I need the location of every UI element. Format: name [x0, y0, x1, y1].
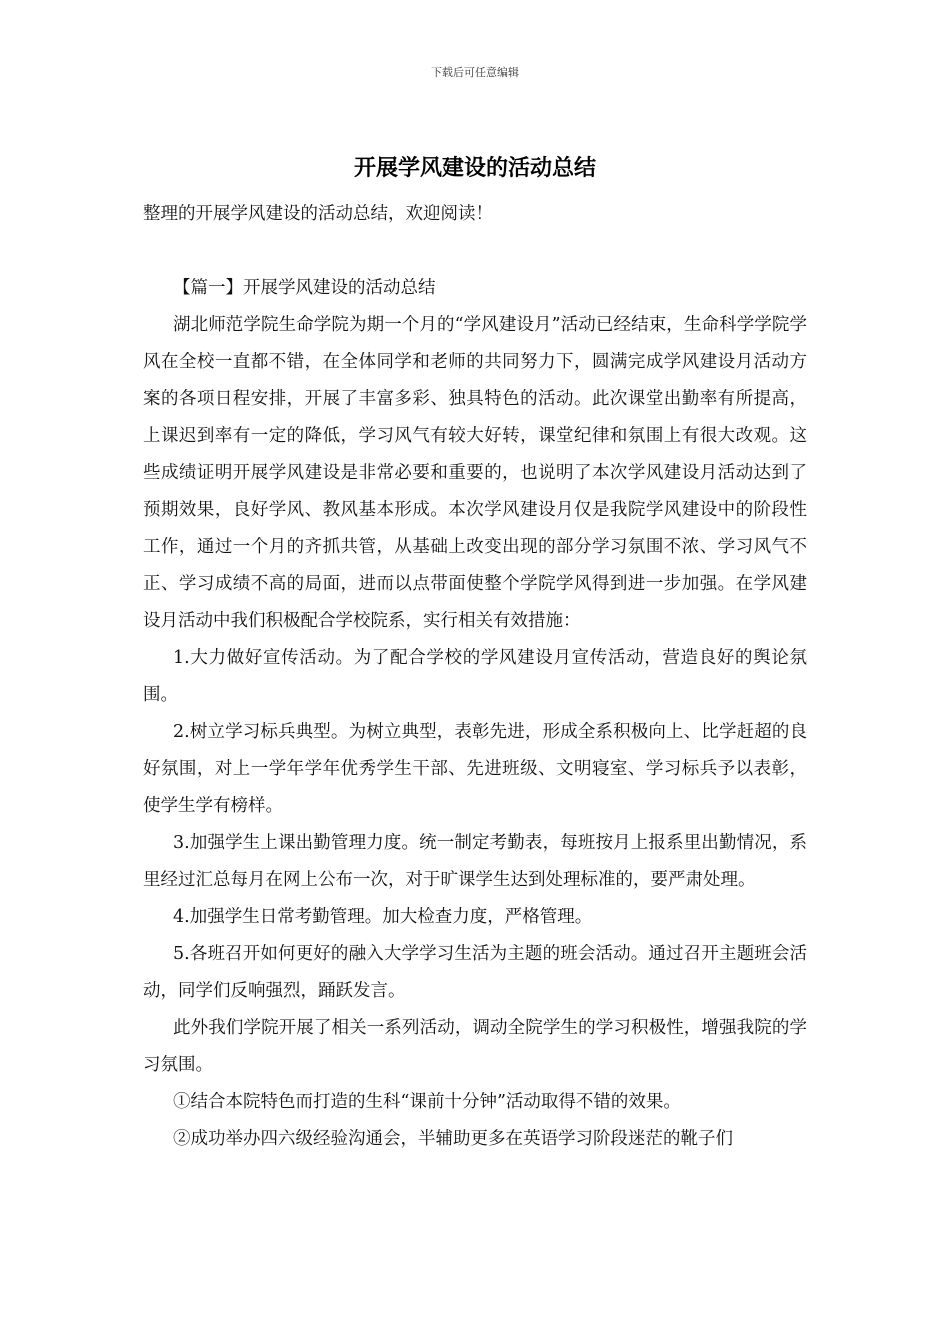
paragraph-circled-1: ①结合本院特色而打造的生科“课前十分钟”活动取得不错的效果。 [173, 1092, 681, 1112]
document-body [143, 196, 807, 1158]
intro-line: 整理的开展学风建设的活动总结，欢迎阅读！ [143, 204, 493, 224]
paragraph-main: 湖北师范学院生命学院为期一个月的“学风建设月”活动已经结束，生命科学学院学风在全校一直都不错，在全体同学和老师的共同努力下，圆满完成学风建设月活动方案的各项日程安排，开展了丰富多彩、独具特色的活动。此次课堂出勤率有所提高，上课迟到率有一定的降低，学习风气有较大好转，课堂纪律和氛围上有很大改观。这些成绩证明开展学风建设是非常必要和重要的，也说明了本次学风建设月活动达到了预期效果，良好学风、教风基本形成。本次学风建设月仅是我院学风建设中的阶段性工作，通过一个月的齐抓共管，从基础上改变出现的部分学习氛围不浓、学习风气不正、学习成绩不高的局面，进而以点带面使整个学院学风得到进一步加强。在学风建设月活动中我们积极配合学校院系，实行相关有效措施： [143, 315, 807, 631]
section-heading: 【篇一】开展学风建设的活动总结 [173, 278, 436, 298]
paragraph-item-3: 3.加强学生上课出勤管理力度。统一制定考勤表，每班按月上报系里出勤情况，系里经过汇总每月在网上公布一次，对于旷课学生达到处理标准的，要严肃处理。 [143, 833, 807, 890]
blank-line [143, 233, 807, 270]
paragraph-item-4: 4.加强学生日常考勤管理。加大检查力度，严格管理。 [173, 907, 593, 927]
paragraph-item-1: 1.大力做好宣传活动。为了配合学校的学风建设月宣传活动，营造良好的舆论氛围。 [143, 648, 807, 705]
paragraph-item-5: 5.各班召开如何更好的融入大学学习生活为主题的班会活动。通过召开主题班会活动，同学们反响强烈，踊跃发言。 [143, 944, 807, 1001]
document-title: 开展学风建设的活动总结 [353, 155, 596, 181]
paragraph-circled-2: ②成功举办四六级经验沟通会，半辅助更多在英语学习阶段迷茫的靴子们 [173, 1129, 733, 1149]
header-note: 下载后可任意编辑 [431, 66, 519, 79]
paragraph-additional: 此外我们学院开展了相关一系列活动，调动全院学生的学习积极性，增强我院的学习氛围。 [143, 1018, 807, 1075]
paragraph-item-2: 2.树立学习标兵典型。为树立典型，表彰先进，形成全系积极向上、比学赶超的良好氛围，对上一学年学年优秀学生干部、先进班级、文明寝室、学习标兵予以表彰，使学生学有榜样。 [143, 722, 807, 816]
